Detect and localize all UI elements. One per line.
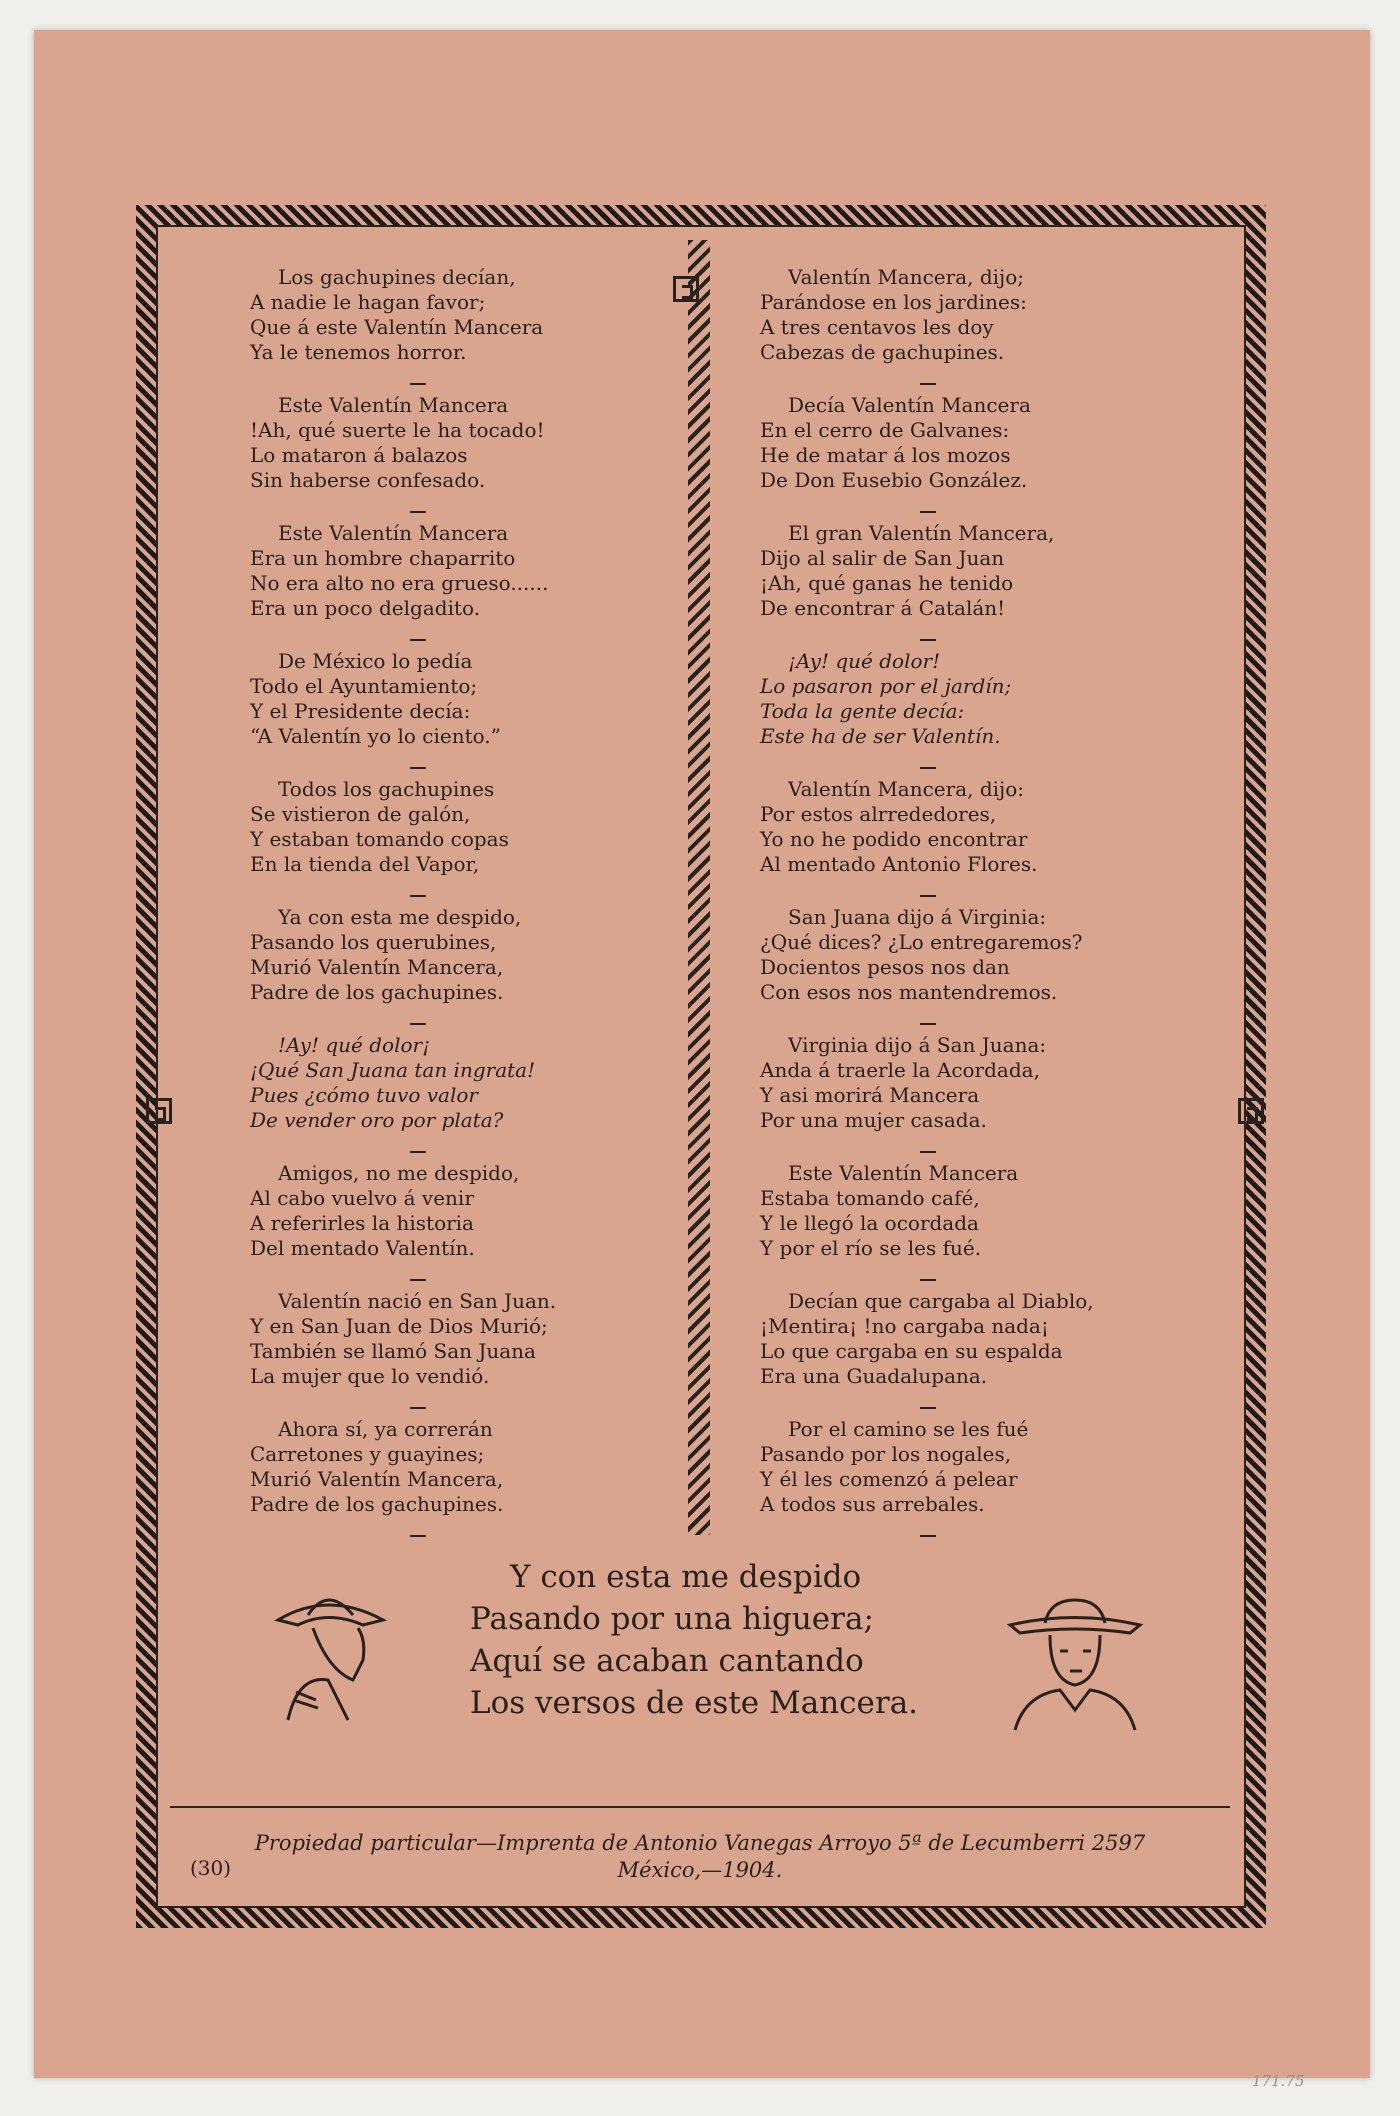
verse-line: ¿Qué dices? ¿Lo entregaremos? <box>760 930 1083 954</box>
verse-line: Por el camino se les fué <box>788 1417 1029 1441</box>
verse-line: Estaba tomando café, <box>760 1186 980 1210</box>
verse-line: Cabezas de gachupines. <box>760 340 1005 364</box>
verse-line: Al cabo vuelvo á venir <box>250 1186 474 1210</box>
verse-line: Este Valentín Mancera <box>788 1161 1019 1185</box>
verse-line: Carretones y guayines; <box>250 1442 485 1466</box>
verse-line: Lo que cargaba en su espalda <box>760 1339 1063 1363</box>
verse-line: Toda la gente decía: <box>760 699 965 723</box>
stanza <box>250 265 720 393</box>
verse-line: Y asi morirá Mancera <box>760 1083 980 1107</box>
stanza <box>760 1417 1230 1545</box>
verse-line: Pues ¿cómo tuvo valor <box>250 1083 478 1107</box>
verse-line: Murió Valentín Mancera, <box>250 1467 504 1491</box>
verse-line: Los gachupines decían, <box>278 265 516 289</box>
verse-line: Amigos, no me despido, <box>278 1161 520 1185</box>
stanza <box>760 905 1230 1033</box>
stanza <box>760 521 1230 649</box>
stanza <box>760 393 1230 521</box>
verse-line: Valentín nació en San Juan. <box>278 1289 557 1313</box>
verse-line: A referirles la historia <box>250 1211 474 1235</box>
verse-line: Por estos alrrededores, <box>760 802 997 826</box>
verse-line: Era una Guadalupana. <box>760 1364 988 1388</box>
stanza <box>250 777 720 905</box>
meander-ornament-icon <box>146 1098 172 1124</box>
left-verse-column <box>250 265 720 1545</box>
verse-line: Ya con esta me despido, <box>278 905 522 929</box>
verse-line: Sin haberse confesado. <box>250 468 486 492</box>
verse-line: Al mentado Antonio Flores. <box>760 852 1038 876</box>
stanza-separator-dash <box>410 767 426 769</box>
verse-line: Lo pasaron por el jardín; <box>760 674 1012 698</box>
verse-line: Por una mujer casada. <box>760 1108 987 1132</box>
verse-line: Con esos nos mantendremos. <box>760 980 1058 1004</box>
verse-line: Y él les comenzó á pelear <box>760 1467 1018 1491</box>
closing-line: Y con esta me despido <box>510 1559 862 1595</box>
verse-line: Y por el río se les fué. <box>760 1236 982 1260</box>
verse-line: Y el Presidente decía: <box>250 699 471 723</box>
closing-line: Los versos de este Mancera. <box>470 1685 919 1721</box>
man-with-wide-hat-illustration <box>1000 1585 1150 1735</box>
verse-line: Padre de los gachupines. <box>250 1492 504 1516</box>
stanza-separator-dash <box>920 1151 936 1153</box>
stanza <box>250 393 720 521</box>
meander-ornament-icon <box>1238 1098 1264 1124</box>
verse-line: Valentín Mancera, dijo; <box>788 265 1025 289</box>
stanza-separator-dash <box>410 1407 426 1409</box>
verse-line: Se vistieron de galón, <box>250 802 471 826</box>
verse-line: A tres centavos les doy <box>760 315 994 339</box>
verse-line: He de matar á los mozos <box>760 443 1011 467</box>
page-number: (30) <box>190 1856 232 1880</box>
verse-line: Y en San Juan de Dios Murió; <box>250 1314 548 1338</box>
stanza <box>760 265 1230 393</box>
verse-line: Decían que cargaba al Diablo, <box>788 1289 1094 1313</box>
stanza <box>760 1033 1230 1161</box>
verse-line: ¡Ah, qué ganas he tenido <box>760 571 1014 595</box>
verse-line: La mujer que lo vendió. <box>250 1364 490 1388</box>
right-verse-column <box>760 265 1230 1545</box>
stanza <box>250 649 720 777</box>
verse-line: Valentín Mancera, dijo: <box>788 777 1025 801</box>
verse-line: De Don Eusebio González. <box>760 468 1028 492</box>
verse-line: A nadie le hagan favor; <box>250 290 486 314</box>
man-with-hat-illustration <box>268 1580 398 1730</box>
stanza-separator-dash <box>920 1407 936 1409</box>
verse-line: En la tienda del Vapor, <box>250 852 480 876</box>
stanza-separator-dash <box>920 1279 936 1281</box>
stanza-separator-dash <box>920 639 936 641</box>
verse-line: Todos los gachupines <box>278 777 495 801</box>
verse-line: En el cerro de Galvanes: <box>760 418 1010 442</box>
stanza-separator-dash <box>920 1023 936 1025</box>
verse-line: Docientos pesos nos dan <box>760 955 1010 979</box>
verse-line: Este Valentín Mancera <box>278 521 509 545</box>
stanza-separator-dash <box>920 511 936 513</box>
stanza <box>760 777 1230 905</box>
footer-rule <box>170 1806 1230 1808</box>
verse-line: Pasando por los nogales, <box>760 1442 1012 1466</box>
verse-line: Del mentado Valentín. <box>250 1236 475 1260</box>
verse-line: Que á este Valentín Mancera <box>250 315 544 339</box>
stanza-separator-dash <box>410 1279 426 1281</box>
stanza-separator-dash <box>920 383 936 385</box>
stanza-separator-dash <box>920 767 936 769</box>
catalog-mark: 171.75 <box>1252 2072 1305 2090</box>
verse-line: De México lo pedía <box>278 649 473 673</box>
stanza-separator-dash <box>410 895 426 897</box>
stanza <box>250 1417 720 1545</box>
verse-line: Virginia dijo á San Juana: <box>788 1033 1047 1057</box>
verse-line: El gran Valentín Mancera, <box>788 521 1055 545</box>
imprint <box>170 1830 1230 1884</box>
verse-line: !Ah, qué suerte le ha tocado! <box>250 418 545 442</box>
closing-line: Pasando por una higuera; <box>470 1601 874 1637</box>
stanza-separator-dash <box>920 895 936 897</box>
verse-line: Yo no he podido encontrar <box>760 827 1028 851</box>
stanza-separator-dash <box>410 511 426 513</box>
verse-line: Y estaban tomando copas <box>250 827 509 851</box>
stanza <box>760 649 1230 777</box>
verse-line: Ahora sí, ya correrán <box>278 1417 493 1441</box>
verse-line: Ya le tenemos horror. <box>250 340 467 364</box>
verse-line: Este ha de ser Valentín. <box>760 724 1001 748</box>
stanza <box>250 1161 720 1289</box>
verse-line: Pasando los querubines, <box>250 930 497 954</box>
verse-line: No era alto no era grueso...... <box>250 571 549 595</box>
verse-line: ¡Mentira¡ !no cargaba nada¡ <box>760 1314 1049 1338</box>
stanza <box>250 1289 720 1417</box>
verse-line: Parándose en los jardines: <box>760 290 1027 314</box>
stanza-separator-dash <box>410 1151 426 1153</box>
stanza-separator-dash <box>920 1535 936 1537</box>
verse-line: A todos sus arrebales. <box>760 1492 985 1516</box>
verse-line: Lo mataron á balazos <box>250 443 468 467</box>
stanza <box>250 521 720 649</box>
verse-line: Murió Valentín Mancera, <box>250 955 504 979</box>
stanza <box>250 905 720 1033</box>
stanza <box>760 1161 1230 1289</box>
verse-line: Este Valentín Mancera <box>278 393 509 417</box>
stanza-separator-dash <box>410 1023 426 1025</box>
imprint-line: México,—1904. <box>617 1858 783 1882</box>
stanza-separator-dash <box>410 383 426 385</box>
verse-line: !Ay! qué dolor¡ <box>278 1033 431 1057</box>
stanza <box>760 1289 1230 1417</box>
stanza-separator-dash <box>410 639 426 641</box>
verse-line: “A Valentín yo lo ciento.” <box>250 724 501 748</box>
verse-line: ¡Qué San Juana tan ingrata! <box>250 1058 536 1082</box>
verse-line: De encontrar á Catalán! <box>760 596 1006 620</box>
imprint-line: Propiedad particular—Imprenta de Antonio Vanegas Arroyo 5ª de Lecumberri 2597 <box>254 1831 1146 1855</box>
stanza <box>250 1033 720 1161</box>
stanza-separator-dash <box>410 1535 426 1537</box>
verse-line: Y le llegó la ocordada <box>760 1211 979 1235</box>
verse-line: También se llamó San Juana <box>250 1339 536 1363</box>
verse-line: ¡Ay! qué dolor! <box>788 649 941 673</box>
verse-line: Era un poco delgadito. <box>250 596 481 620</box>
verse-line: Dijo al salir de San Juan <box>760 546 1005 570</box>
closing-line: Aquí se acaban cantando <box>470 1643 864 1679</box>
closing-stanza <box>470 1556 950 1724</box>
verse-line: Padre de los gachupines. <box>250 980 504 1004</box>
verse-line: Decía Valentín Mancera <box>788 393 1031 417</box>
verse-line: San Juana dijo á Virginia: <box>788 905 1047 929</box>
verse-line: De vender oro por plata? <box>250 1108 504 1132</box>
verse-line: Anda á traerle la Acordada, <box>760 1058 1040 1082</box>
verse-line: Era un hombre chaparrito <box>250 546 516 570</box>
verse-line: Todo el Ayuntamiento; <box>250 674 478 698</box>
